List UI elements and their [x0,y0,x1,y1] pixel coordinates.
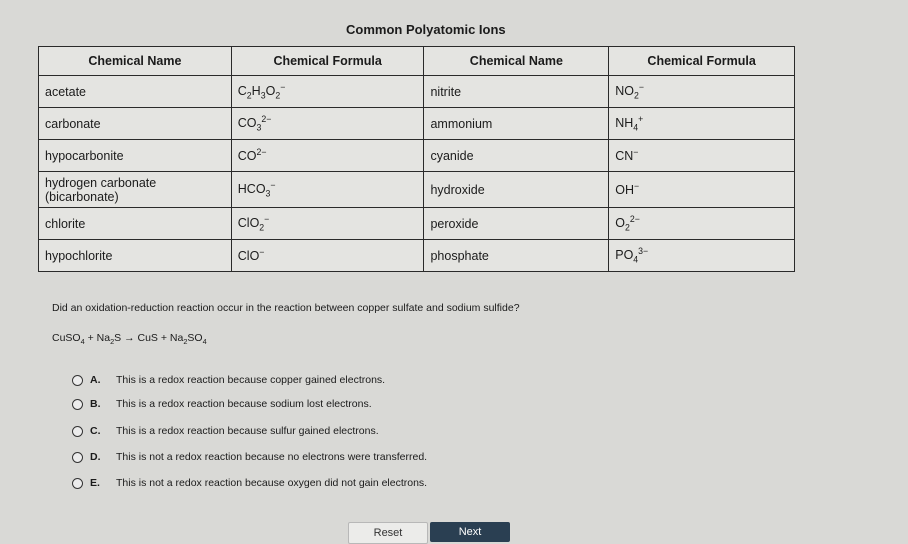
formula-cell: CN− [609,140,795,172]
formula-cell: $C_2H_3O_2^-$ [231,76,424,108]
table-row [39,240,795,272]
formula-cell: $PO_4^{3-}$ [609,240,795,272]
option-letter: C. [90,425,101,437]
table-title: Common Polyatomic Ions [346,22,506,37]
formula-cell: $NO_2^-$ [609,76,795,108]
table-row [39,108,795,140]
formula-cell: ClO− [231,240,424,272]
name-cell: carbonate [39,108,232,140]
formula-cell: $HCO_3^-$ [231,172,424,208]
name-cell: chlorite [39,208,232,240]
header-chemical-name: Chemical Name [424,47,609,76]
option-text: This is not a redox reaction because oxygen did not gain electrons. [116,477,428,489]
formula-cell: ClO$_2$− [231,208,424,240]
radio-option-c[interactable] [72,426,83,437]
name-cell: ammonium [424,108,609,140]
table-row [39,76,795,108]
table-row [39,208,795,240]
option-c[interactable] [72,425,379,437]
option-text: This is a redox reaction because copper gained electrons. [116,374,386,386]
formula-cell: $NH_4^+$ [609,108,795,140]
table-row [39,172,795,208]
name-cell: cyanide [424,140,609,172]
reaction-equation: CuSO$_4$ + $Na_2S$ → CuS + $Na_2SO_4$ [52,332,207,347]
formula-cell: $CO_3^{2-}$ [231,108,424,140]
option-letter: A. [90,374,101,386]
radio-option-a[interactable] [72,375,83,386]
next-button[interactable]: Next [430,522,510,542]
polyatomic-ions-table [38,46,795,272]
name-cell: hypocarbonite [39,140,232,172]
radio-option-e[interactable] [72,478,83,489]
option-letter: B. [90,398,101,410]
option-letter: D. [90,451,101,463]
formula-cell: $CO^{2-}$ [231,140,424,172]
name-cell: acetate [39,76,232,108]
option-b[interactable] [72,398,372,410]
option-text: This is not a redox reaction because no electrons were transferred. [116,451,428,463]
name-cell: hydroxide [424,172,609,208]
option-a[interactable] [72,374,385,386]
formula-cell: $O_2^{2-}$ [609,208,795,240]
table-row [39,140,795,172]
option-text: This is a redox reaction because sulfur gained electrons. [116,425,379,437]
header-chemical-name: Chemical Name [39,47,232,76]
name-cell: phosphate [424,240,609,272]
formula-cell: OH− [609,172,795,208]
reset-button[interactable]: Reset [348,522,428,544]
option-d[interactable] [72,451,427,463]
radio-option-d[interactable] [72,452,83,463]
option-letter: E. [90,477,100,489]
option-e[interactable] [72,477,427,489]
header-chemical-formula: Chemical Formula [609,47,795,76]
name-cell: hypochlorite [39,240,232,272]
header-chemical-formula: Chemical Formula [231,47,424,76]
name-cell: peroxide [424,208,609,240]
name-cell: nitrite [424,76,609,108]
name-cell: hydrogen carbonate (bicarbonate) [39,172,232,208]
radio-option-b[interactable] [72,399,83,410]
option-text: This is a redox reaction because sodium lost electrons. [116,398,372,410]
question-text: Did an oxidation-reduction reaction occur in the reaction between copper sulfate and sodium sulfide? [52,302,520,314]
